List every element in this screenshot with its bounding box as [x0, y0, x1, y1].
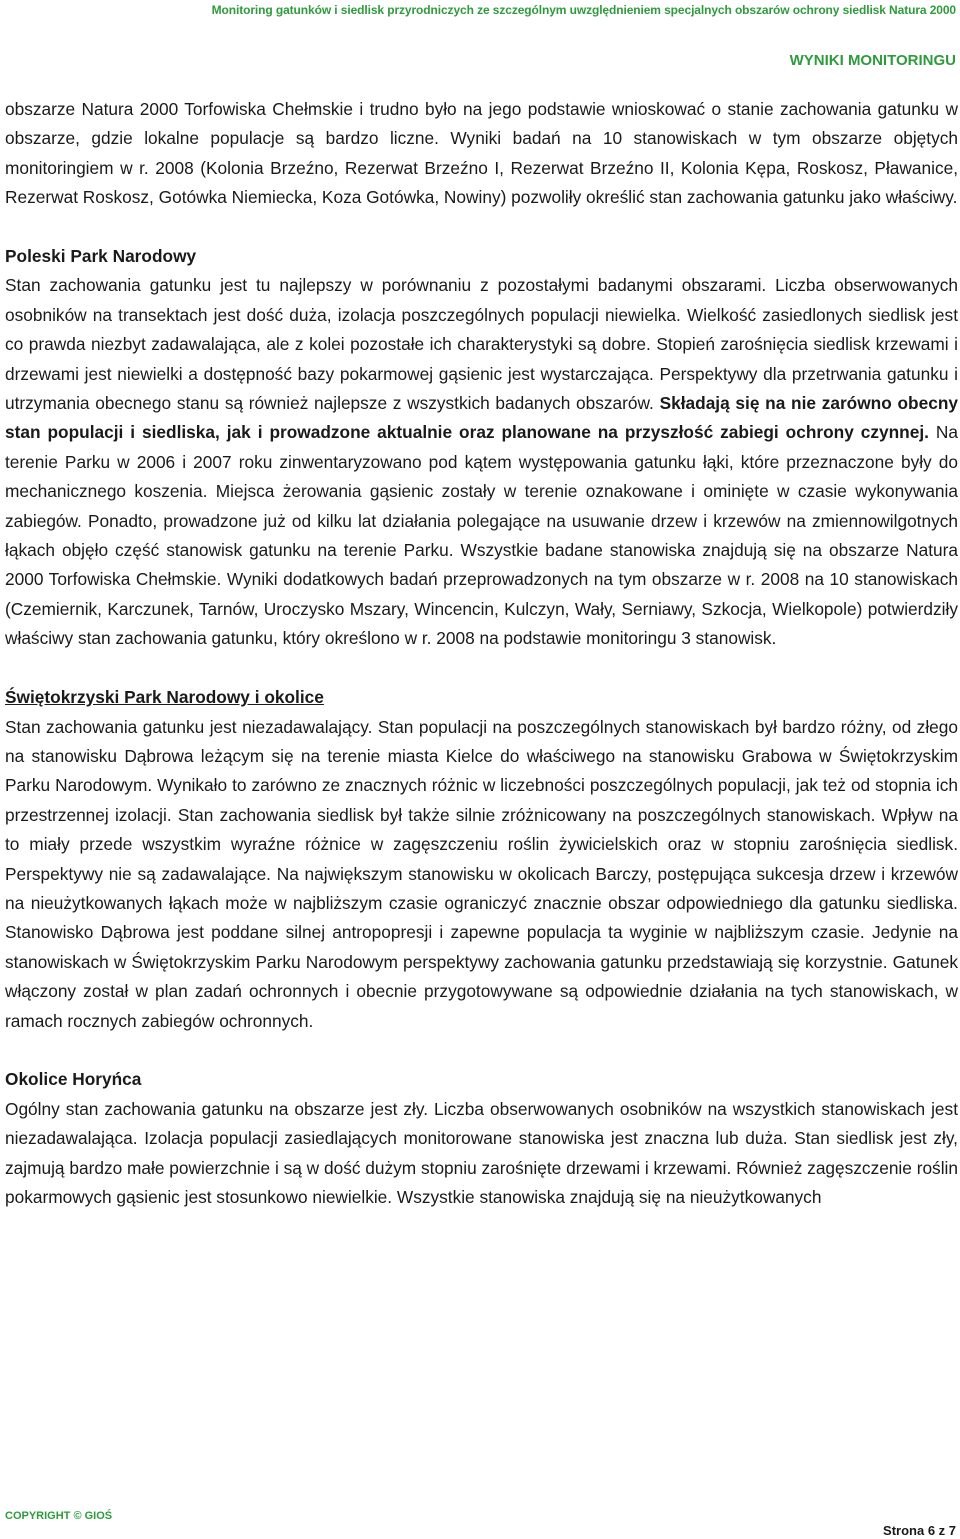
- poleski-text-b: Na terenie Parku w 2006 i 2007 roku zinwentaryzowano pod kątem występowania gatunku łąki, które przeznaczone były do mechanicznego koszenia. Miejsca żerowania gąsienic zostały w terenie oznakowane i ominięte w czasie wykonywania zabiegów. Ponadto, prowadzone już od kilku lat działania polegające na usuwanie drzew i krzewów na zmiennowilgotnych łąkach objęło część stanowisk gatunku na terenie Parku. Wszystkie badane stanowiska znajdują się na obszarze Natura 2000 Torfowiska Chełmskie. Wyniki dodatkowych badań przeprowadzonych na tym obszarze w r. 2008 na 10 stanowiskach (Czemiernik, Karczunek, Tarnów, Uroczysko Mszary, Wincencin, Kulczyn, Wały, Serniawy, Szkocja, Wielkopole) potwierdziły właściwy stan zachowania gatunku, który określono w r. 2008 na podstawie monitoringu 3 stanowisk.: [5, 422, 958, 649]
- section-paragraph-horyniec: Ogólny stan zachowania gatunku na obszarze jest zły. Liczba obserwowanych osobników na wszystkich stanowiskach jest niezadawalająca. Izolacja populacji zasiedlających monitorowane stanowiska jest znaczna lub duża. Stan siedlisk jest zły, zajmują bardzo małe powierzchnie i są w dość dużym stopniu zarośnięte drzewami i krzewami. Również zagęszczenie roślin pokarmowych gąsienic jest stosunkowo niewielkie. Wszystkie stanowiska znajdują się na nieużytkowanych: [5, 1098, 958, 1207]
- section-paragraph-poleski: [5, 271, 958, 653]
- section-heading-poleski: Poleski Park Narodowy: [5, 246, 197, 267]
- paragraph-gap: [5, 654, 958, 683]
- section-heading-swietokrzyski: Świętokrzyski Park Narodowy i okolice: [5, 687, 324, 708]
- running-header-title: Monitoring gatunków i siedlisk przyrodniczych ze szczególnym uwzględnieniem specjalnych obszarów ochrony siedlisk Natura 2000: [211, 3, 956, 17]
- paragraph-gap: [5, 1036, 958, 1065]
- footer-page-number: Strona 6 z 7: [883, 1523, 956, 1538]
- running-header-section: WYNIKI MONITORINGU: [789, 52, 956, 69]
- intro-paragraph: obszarze Natura 2000 Torfowiska Chełmskie i trudno było na jego podstawie wnioskować o stanie zachowania gatunku w obszarze, gdzie lokalne populacje są bardzo liczne. Wyniki badań na 10 stanowiskach w tym obszarze objętych monitoringiem w r. 2008 (Kolonia Brzeźno, Rezerwat Brzeźno I, Rezerwat Brzeźno II, Kolonia Kępa, Roskosz, Pławanice, Rezerwat Roskosz, Gotówka Niemiecka, Koza Gotówka, Nowiny) pozwoliły określić stan zachowania gatunku jako właściwy.: [5, 99, 958, 208]
- section-heading-horyniec: Okolice Horyńca: [5, 1069, 142, 1090]
- section-paragraph-swietokrzyski: Stan zachowania gatunku jest niezadawalający. Stan populacji na poszczególnych stanowiskach był bardzo różny, od złego na stanowisku Dąbrowa leżącym się na terenie miasta Kielce do właściwego na stanowisku Grabowa w Świętokrzyskim Parku Narodowym. Wynikało to zarówno ze znacznych różnic w liczebności poszczególnych populacji, jak też od stopnia ich przestrzennej izolacji. Stan zachowania siedlisk był także silnie zróżnicowany na poszczególnych stanowiskach. Wpływ na to miały przede wszystkim wyraźne różnice w zagęszczeniu roślin żywicielskich oraz w stopniu zarośnięcia siedlisk. Perspektywy nie są zadawalające. Na największym stanowisku w okolicach Barczy, postępująca sukcesja drzew i krzewów na nieużytkowanych łąkach może w najbliższym czasie ograniczyć znacznie obszar odpowiedniego dla gatunku siedliska. Stanowisko Dąbrowa jest poddane silnej antropopresji i zapewne populacja ta wyginie w najbliższym czasie. Jedynie na stanowiskach w Świętokrzyskim Parku Narodowym perspektywy zachowania gatunku przedstawiają się korzystnie. Gatunek włączony został w plan zadań ochronnych i obecnie przygotowywane są odpowiednie działania na tych stanowiskach, w ramach rocznych zabiegów ochronnych.: [5, 716, 958, 1031]
- document-body: [5, 95, 958, 1212]
- paragraph-gap: [5, 213, 958, 242]
- poleski-text-bold: Składają się na nie zarówno obecny stan populacji i siedliska, jak i prowadzone aktualnie oraz planowane na przyszłość zabiegi ochrony czynnej.: [5, 393, 958, 443]
- footer-copyright: COPYRIGHT © GIOŚ: [5, 1510, 113, 1522]
- poleski-text-a: Stan zachowania gatunku jest tu najlepszy w porównaniu z pozostałymi badanymi obszarami. Liczba obserwowanych osobników na transektach jest dość duża, izolacja poszczególnych populacji niewielka. Wielkość zasiedlonych siedlisk jest co prawda niezbyt zadawalająca, ale z kolei pozostałe ich charakterystyki są dobre. Stopień zarośnięcia siedlisk krzewami i drzewami jest niewielki a dostępność bazy pokarmowej gąsienic jest wystarczająca. Perspektywy dla przetrwania gatunku i utrzymania obecnego stanu są również najlepsze z wszystkich badanych obszarów.: [5, 275, 958, 414]
